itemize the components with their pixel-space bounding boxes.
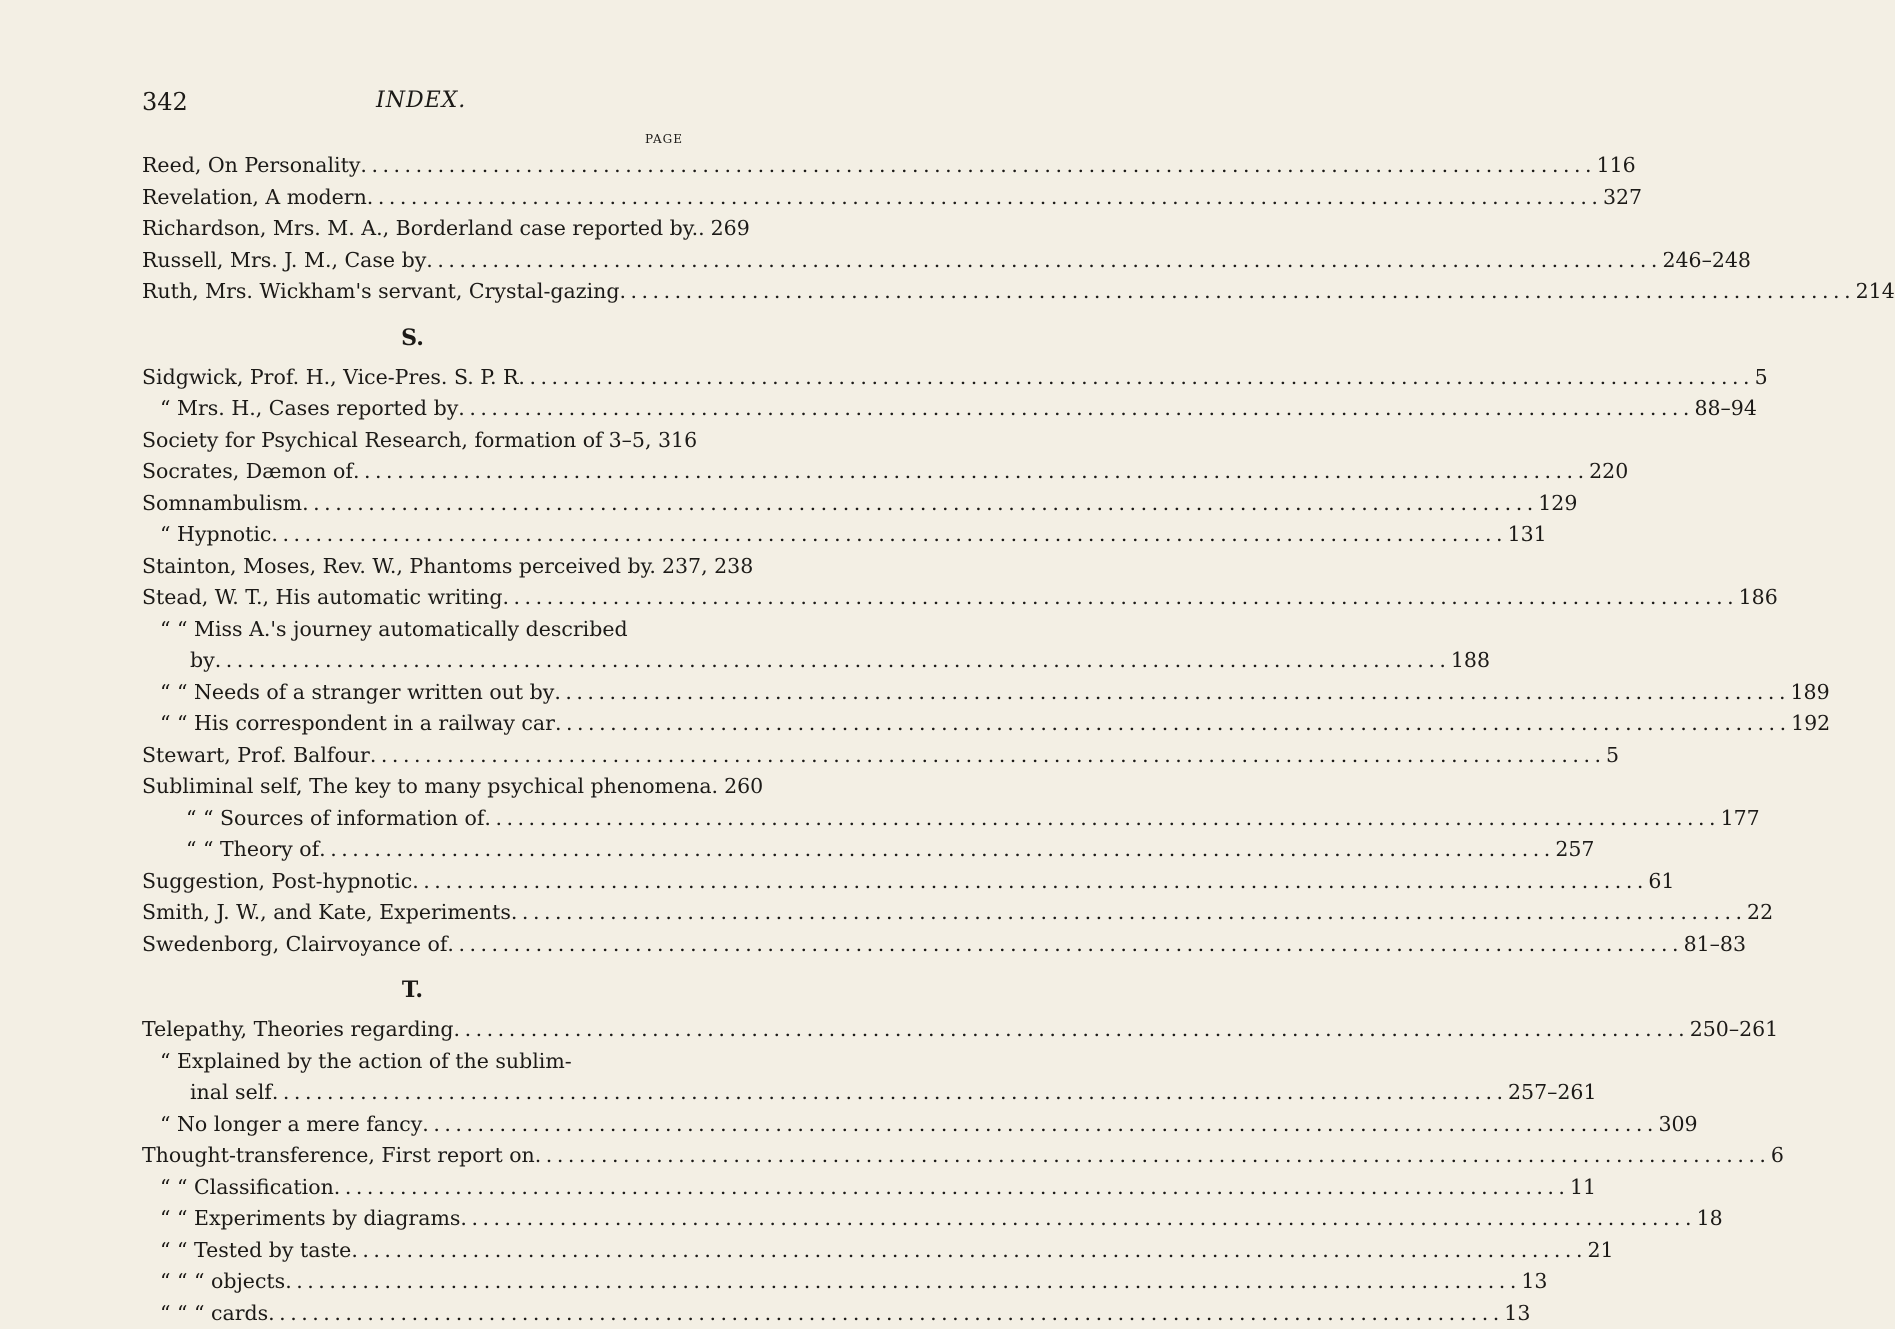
- leader-dots: [554, 677, 1784, 709]
- index-entry: [142, 519, 683, 551]
- section-heading: T.: [142, 960, 683, 1014]
- index-entry: [142, 213, 683, 245]
- entry-text: “ Explained by the action of the sublim-: [160, 1046, 572, 1078]
- section-heading: S.: [142, 308, 683, 362]
- entry-text: “ “ Tested by taste: [160, 1235, 351, 1267]
- running-title: INDEX.: [376, 88, 466, 113]
- entry-text: Sidgwick, Prof. H., Vice-Pres. S. P. R: [142, 362, 518, 394]
- leader-dots: [271, 519, 1501, 551]
- entry-text: Revelation, A modern: [142, 182, 367, 214]
- index-entry: [142, 1014, 683, 1046]
- leader-dots: [367, 182, 1597, 214]
- index-entry: [142, 771, 683, 803]
- entry-text: Socrates, Dæmon of: [142, 456, 353, 488]
- leader-dots: [458, 393, 1688, 425]
- leader-dots: [484, 803, 1714, 835]
- entry-page-ref: 250–261: [1684, 1014, 1779, 1046]
- index-entry: [142, 551, 683, 583]
- entry-text: Ruth, Mrs. Wickham's servant, Crystal-gazing: [142, 276, 619, 308]
- leader-dots: [353, 456, 1583, 488]
- entry-page-ref: 237, 238: [656, 551, 753, 583]
- entry-text: Stainton, Moses, Rev. W., Phantoms perceived by.: [142, 551, 656, 583]
- index-entry: [142, 1109, 683, 1141]
- entry-page-ref: 116: [1591, 150, 1636, 182]
- index-entry: [142, 182, 683, 214]
- leader-dots: [447, 929, 1677, 961]
- entry-page-ref: 5: [1600, 740, 1619, 772]
- index-entry: [142, 866, 683, 898]
- leader-dots: [285, 1266, 1515, 1298]
- entry-page-ref: 246–248: [1656, 245, 1751, 277]
- leader-dots: [460, 1203, 1690, 1235]
- index-entry: [142, 897, 683, 929]
- entry-page-ref: 81–83: [1678, 929, 1746, 961]
- entry-page-ref: 269: [705, 213, 750, 245]
- index-entry: [142, 1235, 683, 1267]
- index-entry: [142, 150, 683, 182]
- index-entry: [142, 645, 683, 677]
- index-entry: [142, 456, 683, 488]
- leader-dots: [215, 645, 1445, 677]
- index-entry: [142, 929, 683, 961]
- leader-dots: [351, 1235, 1581, 1267]
- entry-page-ref: 309: [1652, 1109, 1697, 1141]
- page-header: [142, 88, 682, 118]
- entry-page-ref: 257–261: [1502, 1077, 1597, 1109]
- index-entry: [142, 1077, 683, 1109]
- entry-page-ref: 327: [1597, 182, 1642, 214]
- entry-text: “ “ Miss A.'s journey automatically described: [160, 614, 628, 646]
- entry-text: Swedenborg, Clairvoyance of: [142, 929, 447, 961]
- entry-text: “ “ Theory of: [186, 834, 319, 866]
- leader-dots: [412, 866, 1642, 898]
- leader-dots: [319, 834, 1549, 866]
- entry-page-ref: 21: [1581, 1235, 1613, 1267]
- entry-text: “ “ Needs of a stranger written out by: [160, 677, 554, 709]
- entry-text: Richardson, Mrs. M. A., Borderland case reported by..: [142, 213, 705, 245]
- page-column-label: PAGE: [645, 132, 683, 146]
- entry-page-ref: 22: [1741, 897, 1773, 929]
- index-entry: [142, 488, 683, 520]
- entry-text: “ “ Classification: [160, 1172, 334, 1204]
- leader-dots: [360, 150, 1590, 182]
- entry-page-ref: 88–94: [1688, 393, 1756, 425]
- entry-text: “ “ His correspondent in a railway car: [160, 708, 555, 740]
- entry-text: “ “ “ objects: [160, 1266, 285, 1298]
- entry-page-ref: 257: [1549, 834, 1594, 866]
- entry-text: “ Hypnotic: [160, 519, 271, 551]
- entry-text: “ Mrs. H., Cases reported by: [160, 393, 458, 425]
- entry-page-ref: 214: [1850, 276, 1895, 308]
- index-entry: [142, 245, 683, 277]
- entry-text: Society for Psychical Research, formation of: [142, 425, 603, 457]
- leader-dots: [518, 362, 1748, 394]
- entry-page-ref: 18: [1691, 1203, 1723, 1235]
- leader-dots: [502, 582, 1732, 614]
- leader-dots: [535, 1140, 1765, 1172]
- entry-text: Thought-transference, First report on: [142, 1140, 535, 1172]
- entry-text: Reed, On Personality: [142, 150, 360, 182]
- index-entry: [142, 1172, 683, 1204]
- leader-dots: [619, 276, 1849, 308]
- entry-text: “ “ Experiments by diagrams: [160, 1203, 460, 1235]
- index-entry: [142, 1298, 683, 1329]
- entry-page-ref: 188: [1445, 645, 1490, 677]
- index-entry: [142, 708, 683, 740]
- index-entry: [142, 1203, 683, 1235]
- index-entry: [142, 803, 683, 835]
- index-entry: [142, 362, 683, 394]
- leader-dots: [272, 1077, 1502, 1109]
- leader-dots: [426, 245, 1656, 277]
- entry-text: Somnambulism: [142, 488, 302, 520]
- leader-dots: [422, 1109, 1652, 1141]
- entry-page-ref: 220: [1583, 456, 1628, 488]
- index-entry: [142, 582, 683, 614]
- entry-text: Subliminal self, The key to many psychical phenomena.: [142, 771, 718, 803]
- index-entry: [142, 614, 683, 646]
- entry-text: “ No longer a mere fancy: [160, 1109, 422, 1141]
- entry-page-ref: 192: [1785, 708, 1830, 740]
- page-number: 342: [142, 88, 188, 116]
- leader-dots: [268, 1298, 1498, 1329]
- entry-text: “ “ “ cards: [160, 1298, 268, 1329]
- index-entry: [142, 1266, 683, 1298]
- entry-text: Russell, Mrs. J. M., Case by: [142, 245, 426, 277]
- entry-page-ref: 186: [1733, 582, 1778, 614]
- index-entry: [142, 740, 683, 772]
- entry-text: Telepathy, Theories regarding: [142, 1014, 454, 1046]
- index-entry: [142, 276, 683, 308]
- index-entry: [142, 834, 683, 866]
- entry-text: Suggestion, Post-hypnotic: [142, 866, 412, 898]
- leader-dots: [334, 1172, 1564, 1204]
- index-entry: [142, 677, 683, 709]
- index-entries: [142, 150, 683, 1329]
- entry-page-ref: 131: [1502, 519, 1547, 551]
- entry-page-ref: 3–5, 316: [603, 425, 698, 457]
- index-entry: [142, 1140, 683, 1172]
- entry-text: by: [190, 645, 215, 677]
- leader-dots: [555, 708, 1785, 740]
- entry-text: Smith, J. W., and Kate, Experiments: [142, 897, 511, 929]
- entry-text: Stewart, Prof. Balfour: [142, 740, 370, 772]
- index-entry: [142, 393, 683, 425]
- entry-text: inal self: [190, 1077, 272, 1109]
- entry-page-ref: 6: [1765, 1140, 1784, 1172]
- leader-dots: [370, 740, 1600, 772]
- entry-page-ref: 11: [1564, 1172, 1596, 1204]
- entry-page-ref: 13: [1515, 1266, 1547, 1298]
- leader-dots: [511, 897, 1741, 929]
- entry-page-ref: 189: [1784, 677, 1829, 709]
- entry-text: Stead, W. T., His automatic writing: [142, 582, 502, 614]
- entry-page-ref: 5: [1749, 362, 1768, 394]
- entry-page-ref: 13: [1498, 1298, 1530, 1329]
- entry-page-ref: 61: [1642, 866, 1674, 898]
- entry-page-ref: 129: [1532, 488, 1577, 520]
- index-entry: [142, 1046, 683, 1078]
- leader-dots: [302, 488, 1532, 520]
- entry-text: “ “ Sources of information of: [186, 803, 484, 835]
- leader-dots: [454, 1014, 1684, 1046]
- index-entry: [142, 425, 683, 457]
- entry-page-ref: 260: [718, 771, 763, 803]
- entry-page-ref: 177: [1715, 803, 1760, 835]
